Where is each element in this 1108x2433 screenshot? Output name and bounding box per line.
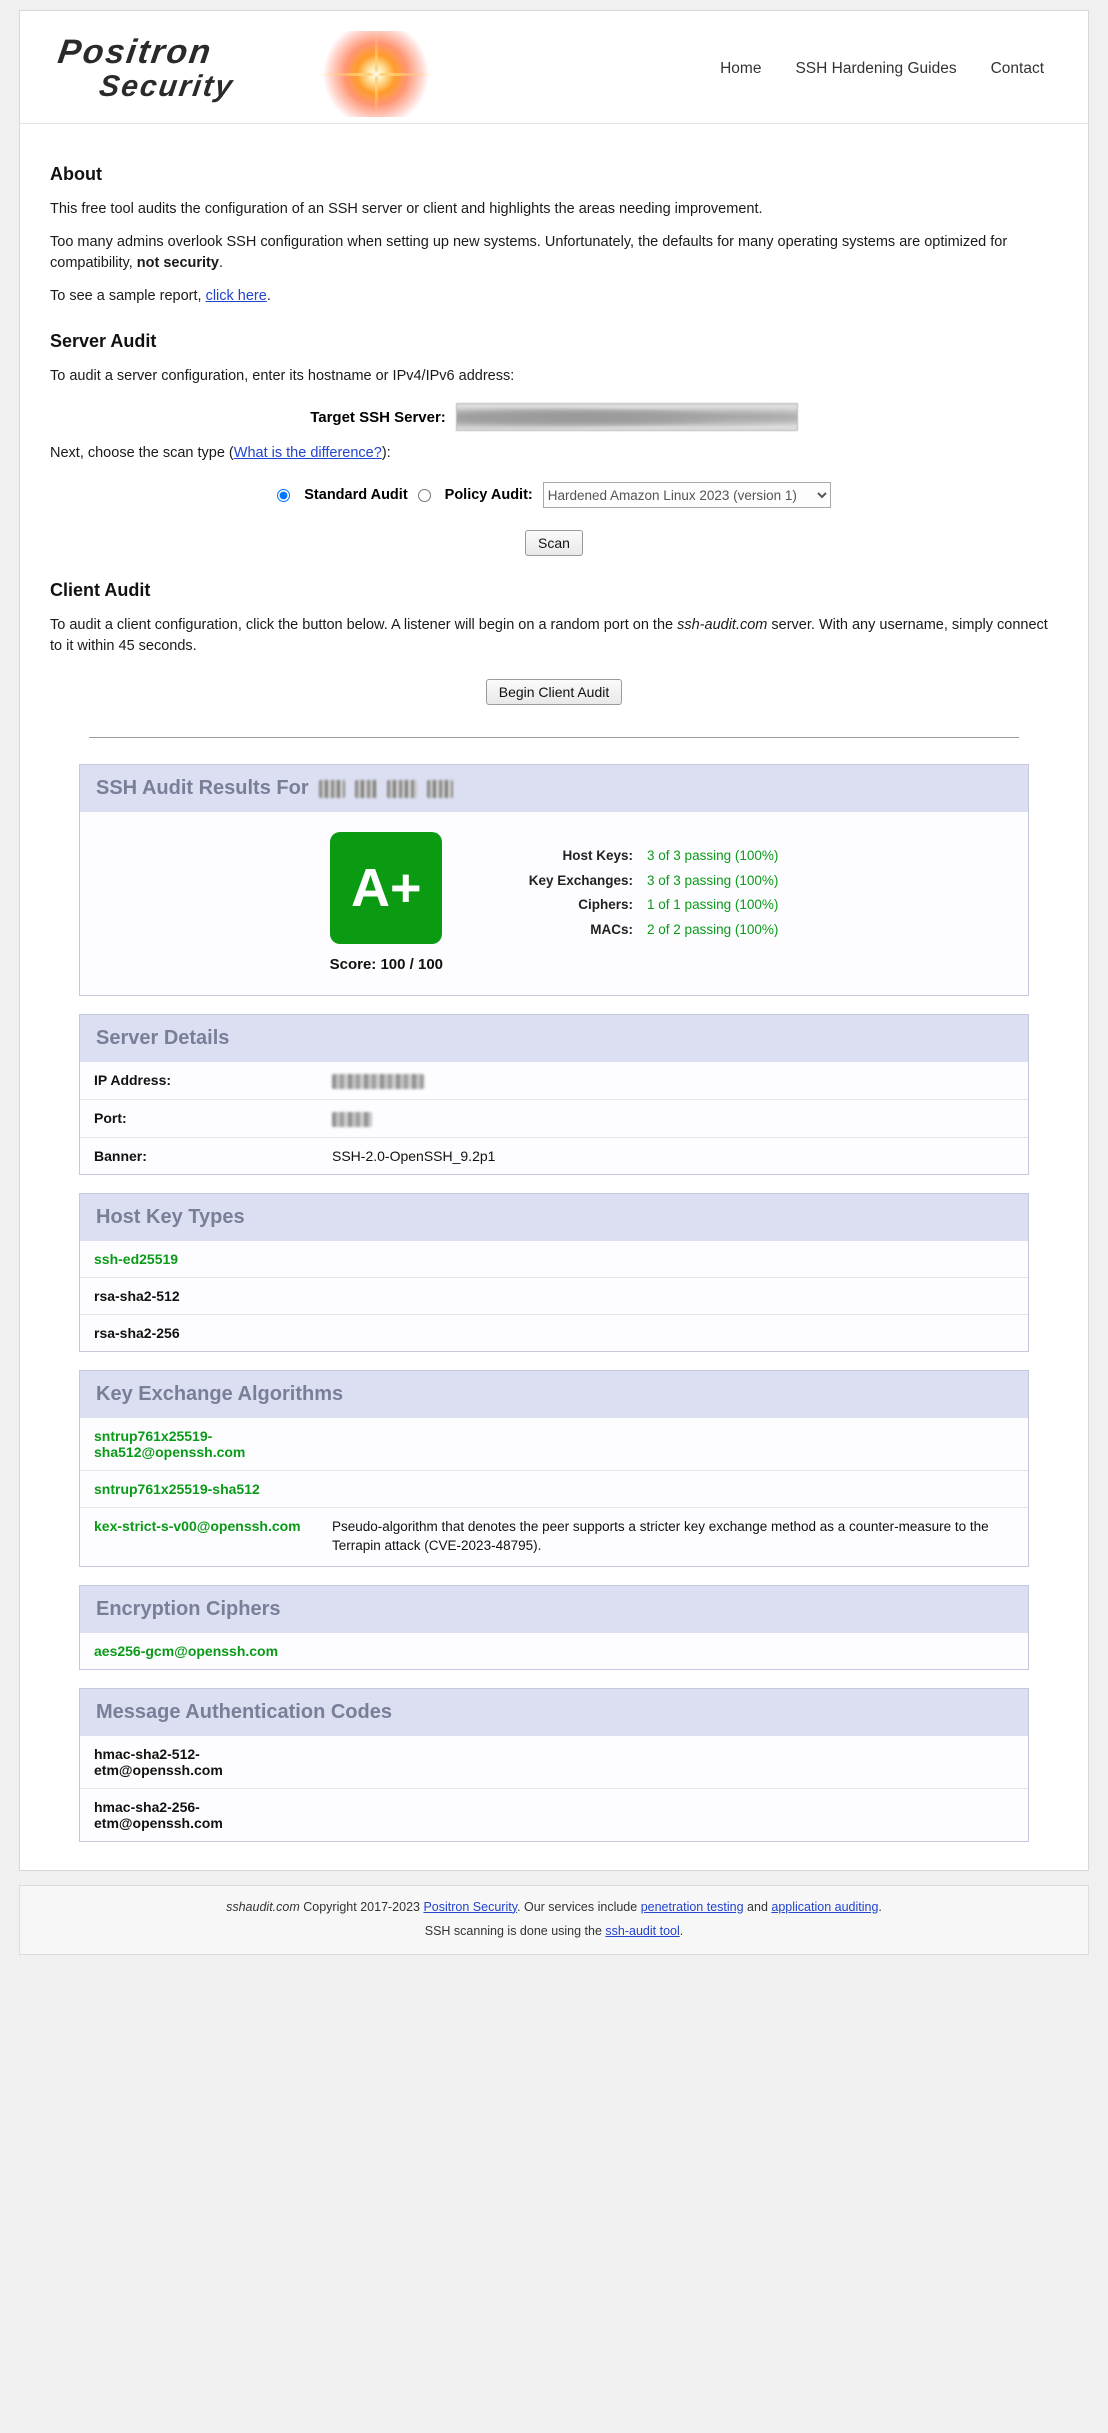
standard-audit-radio[interactable] bbox=[277, 489, 290, 502]
stat-value-macs: 2 of 2 passing (100%) bbox=[647, 921, 779, 937]
client-audit-heading: Client Audit bbox=[50, 580, 151, 601]
begin-client-audit-button[interactable]: Begin Client Audit bbox=[486, 679, 623, 705]
footer-link-positron-security[interactable]: Positron Security bbox=[423, 1899, 518, 1914]
table-row bbox=[80, 1099, 1028, 1137]
macs-table bbox=[80, 1736, 1028, 1841]
policy-audit-radio[interactable] bbox=[418, 489, 431, 502]
table-row bbox=[80, 1137, 1028, 1174]
macs-panel bbox=[79, 1688, 1029, 1842]
table-row bbox=[80, 1062, 1028, 1099]
kex-name: kex-strict-s-v00@openssh.com bbox=[80, 1507, 318, 1565]
client-audit-intro bbox=[50, 615, 1058, 657]
redacted-host-part-2 bbox=[355, 780, 377, 798]
scan-type-difference-link[interactable]: What is the difference? bbox=[233, 445, 382, 462]
audit-results-panel bbox=[79, 764, 1029, 996]
client-audit-intro-a: To audit a client configuration, click the button below. A listener will begin on a random port on the bbox=[50, 617, 678, 634]
stat-row-host-keys bbox=[503, 846, 778, 866]
server-details-value-ip bbox=[318, 1062, 1028, 1099]
kex-note: Pseudo-algorithm that denotes the peer supports a stricter key exchange method as a counter-measure to the Terrapin attack (CVE-2023-48795). bbox=[318, 1507, 1028, 1565]
macs-heading: Message Authentication Codes bbox=[80, 1689, 1028, 1736]
about-p2-tail: . bbox=[218, 255, 223, 272]
footer-and: and bbox=[743, 1899, 772, 1914]
server-details-table bbox=[80, 1062, 1028, 1174]
about-paragraph-3 bbox=[50, 286, 1058, 307]
table-row bbox=[80, 1633, 1028, 1669]
stat-value-host-keys: 3 of 3 passing (100%) bbox=[647, 848, 779, 864]
scan-type-options bbox=[50, 482, 1058, 508]
grade-block bbox=[330, 832, 443, 973]
cipher-note bbox=[318, 1633, 1028, 1669]
scan-type-suffix: ): bbox=[381, 445, 391, 462]
client-audit-intro-b: server. With any username, simply connect to it within 45 seconds. bbox=[50, 617, 1048, 655]
nav-item-ssh-hardening-guides[interactable]: SSH Hardening Guides bbox=[795, 60, 957, 77]
stat-row-ciphers bbox=[503, 895, 778, 915]
logo-wordmark bbox=[51, 35, 241, 102]
server-details-key-banner: Banner: bbox=[80, 1137, 318, 1174]
kex-name: sntrup761x25519-sha512 bbox=[80, 1470, 318, 1507]
main-content bbox=[20, 124, 1088, 1870]
scan-type-prefix: Next, choose the scan type ( bbox=[50, 445, 234, 462]
mac-name: hmac-sha2-512-etm@openssh.com bbox=[94, 1745, 223, 1778]
target-server-row bbox=[50, 403, 1058, 431]
stat-value-ciphers: 1 of 1 passing (100%) bbox=[647, 897, 779, 913]
standard-audit-label[interactable]: Standard Audit bbox=[304, 487, 408, 504]
policy-audit-label[interactable]: Policy Audit: bbox=[444, 487, 533, 504]
server-details-value-banner: SSH-2.0-OpenSSH_9.2p1 bbox=[318, 1137, 1028, 1174]
stat-label-host-keys: Host Keys: bbox=[562, 848, 634, 864]
ciphers-table bbox=[80, 1633, 1028, 1669]
ciphers-heading: Encryption Ciphers bbox=[80, 1586, 1028, 1633]
stat-label-ciphers: Ciphers: bbox=[578, 897, 634, 913]
table-row bbox=[80, 1241, 1028, 1278]
main-navigation bbox=[720, 60, 1060, 78]
sample-report-text: To see a sample report, bbox=[50, 288, 206, 305]
host-key-name: ssh-ed25519 bbox=[94, 1250, 179, 1267]
site-header bbox=[20, 11, 1088, 124]
table-row bbox=[80, 1314, 1028, 1351]
server-details-heading: Server Details bbox=[80, 1015, 1028, 1062]
table-row bbox=[80, 1736, 1028, 1789]
about-p2-emphasis: not security bbox=[136, 255, 219, 272]
scan-button[interactable]: Scan bbox=[525, 530, 583, 556]
host-key-note bbox=[318, 1277, 1028, 1314]
stat-label-key-exchanges: Key Exchanges: bbox=[528, 872, 634, 888]
host-key-note bbox=[318, 1241, 1028, 1278]
stat-row-macs bbox=[503, 920, 778, 940]
redacted-port bbox=[332, 1112, 372, 1127]
score-stats bbox=[503, 832, 778, 944]
site-footer bbox=[19, 1885, 1089, 1955]
table-row bbox=[80, 1507, 1028, 1565]
redacted-host-part-4 bbox=[427, 780, 453, 798]
stat-row-key-exchanges bbox=[503, 871, 778, 891]
about-p2-text: Too many admins overlook SSH configuration when setting up new systems. Unfortunately, the defaults for many operating systems are optimized for compatibility, bbox=[50, 234, 1008, 272]
footer-link-application-auditing[interactable]: application auditing bbox=[771, 1899, 879, 1914]
nav-item-contact[interactable]: Contact bbox=[990, 60, 1044, 77]
table-row bbox=[80, 1418, 1028, 1471]
mac-name: hmac-sha2-256-etm@openssh.com bbox=[80, 1788, 318, 1841]
stat-value-key-exchanges: 3 of 3 passing (100%) bbox=[647, 872, 779, 888]
about-heading: About bbox=[50, 164, 102, 184]
stat-label-macs: MACs: bbox=[590, 921, 634, 937]
host-key-note bbox=[318, 1314, 1028, 1351]
server-audit-intro: To audit a server configuration, enter its hostname or IPv4/IPv6 address: bbox=[50, 368, 515, 385]
server-details-panel bbox=[79, 1014, 1029, 1175]
server-details-key-ip: IP Address: bbox=[94, 1072, 172, 1089]
sample-report-link[interactable]: click here bbox=[205, 288, 267, 305]
page-container bbox=[19, 10, 1089, 1871]
server-details-key-port: Port: bbox=[80, 1099, 318, 1137]
about-paragraph-2 bbox=[50, 232, 1058, 274]
footer-link-penetration-testing[interactable]: penetration testing bbox=[640, 1899, 744, 1914]
host-key-name: rsa-sha2-512 bbox=[80, 1277, 318, 1314]
client-audit-server-name: ssh-audit.com bbox=[677, 617, 768, 634]
table-row bbox=[80, 1470, 1028, 1507]
client-audit-button-row bbox=[50, 679, 1058, 705]
scan-type-intro bbox=[50, 443, 1058, 464]
target-server-input[interactable] bbox=[456, 403, 798, 431]
table-row bbox=[80, 1788, 1028, 1841]
footer-line-1 bbox=[30, 1900, 1078, 1914]
ciphers-panel bbox=[79, 1585, 1029, 1670]
score-text: Score: 100 / 100 bbox=[329, 956, 444, 974]
nav-item-home[interactable]: Home bbox=[720, 60, 762, 77]
footer-site-name: sshaudit.com bbox=[226, 1899, 300, 1914]
footer-copyright: Copyright 2017-2023 bbox=[299, 1899, 424, 1914]
audit-results-title-text: SSH Audit Results For bbox=[96, 777, 309, 800]
footer-link-ssh-audit-tool[interactable]: ssh-audit tool bbox=[605, 1923, 680, 1938]
grade-badge: A+ bbox=[330, 832, 442, 944]
host-key-types-heading: Host Key Types bbox=[80, 1194, 1028, 1241]
score-summary bbox=[80, 812, 1028, 995]
key-exchange-panel bbox=[79, 1370, 1029, 1567]
server-audit-heading: Server Audit bbox=[50, 331, 157, 352]
kex-note bbox=[318, 1418, 1028, 1471]
host-key-types-table bbox=[80, 1241, 1028, 1351]
redacted-ip-address bbox=[332, 1074, 424, 1089]
logo-line-1: Positron bbox=[55, 33, 215, 71]
kex-name: sntrup761x25519-sha512@openssh.com bbox=[94, 1427, 246, 1460]
target-server-label: Target SSH Server: bbox=[310, 408, 446, 426]
redacted-host-part-3 bbox=[387, 780, 417, 798]
mac-note bbox=[318, 1736, 1028, 1789]
sample-report-tail: . bbox=[266, 288, 271, 305]
key-exchange-heading: Key Exchange Algorithms bbox=[80, 1371, 1028, 1418]
footer-line-1-end: . bbox=[878, 1899, 882, 1914]
redacted-host-part-1 bbox=[319, 780, 345, 798]
footer-tool-text: SSH scanning is done using the bbox=[424, 1923, 606, 1938]
section-divider bbox=[89, 737, 1019, 738]
logo-line-2: Security bbox=[97, 69, 237, 103]
site-logo[interactable] bbox=[48, 29, 428, 109]
cipher-name: aes256-gcm@openssh.com bbox=[94, 1642, 279, 1659]
about-paragraph-1: This free tool audits the configuration of an SSH server or client and highlights the areas needing improvement. bbox=[50, 201, 763, 217]
key-exchange-table bbox=[80, 1418, 1028, 1566]
footer-services-text: . Our services include bbox=[517, 1899, 641, 1914]
audit-results-title bbox=[80, 765, 1028, 812]
table-row bbox=[80, 1277, 1028, 1314]
mac-note bbox=[318, 1788, 1028, 1841]
scan-button-row bbox=[50, 530, 1058, 556]
starburst-icon bbox=[316, 31, 436, 117]
server-details-value-port bbox=[318, 1099, 1028, 1137]
kex-note bbox=[318, 1470, 1028, 1507]
footer-line-2 bbox=[30, 1924, 1078, 1938]
footer-line-2-end: . bbox=[679, 1923, 684, 1938]
policy-select[interactable] bbox=[543, 482, 831, 508]
host-key-types-panel bbox=[79, 1193, 1029, 1352]
host-key-name: rsa-sha2-256 bbox=[80, 1314, 318, 1351]
